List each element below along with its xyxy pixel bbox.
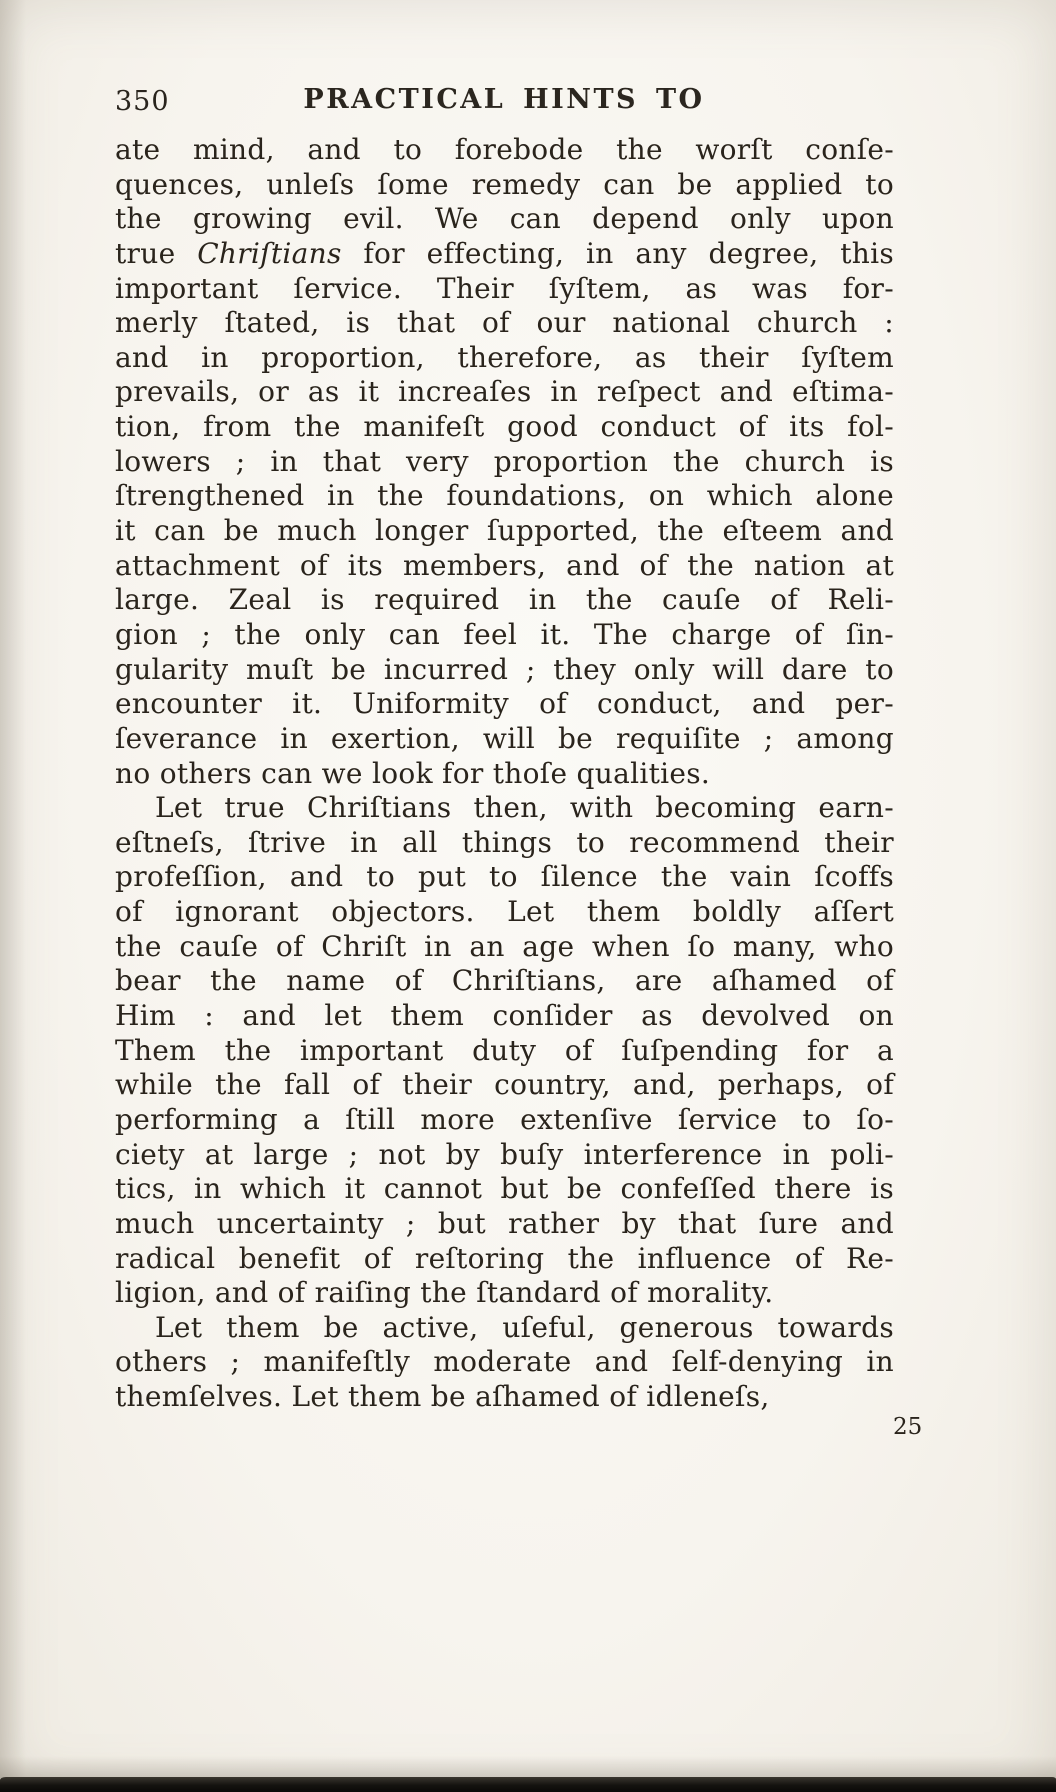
text-line: the growing evil. We can depend only upon [115, 202, 894, 236]
text-line: large. Zeal is required in the cauſe of Reli- [115, 583, 894, 617]
text-line: themſelves. Let them be aſhamed of idleneſs, [115, 1380, 770, 1414]
text-column [115, 133, 894, 1415]
text-line: and in proportion, therefore, as their ſyſtem [115, 340, 894, 374]
text-line: important ſervice. Their ſyſtem, as was for- [115, 271, 894, 305]
text-line: performing a ſtill more extenſive ſervice to ſo- [115, 1102, 894, 1136]
text-line: ſeverance in exertion, will be requiſite ; among [115, 721, 894, 755]
text-line: ligion, and of raiſing the ſtandard of morality. [115, 1276, 774, 1310]
text-line: lowers ; in that very proportion the church is [115, 444, 894, 478]
running-header-title: PRACTICAL HINTS TO [303, 84, 705, 115]
text-line: of ignorant objectors. Let them boldly aſſert [115, 895, 894, 929]
signature-mark: 25 [893, 1414, 923, 1440]
scan-edge-left [0, 0, 26, 1792]
text-line: gularity muſt be incurred ; they only will dare to [115, 652, 894, 686]
text-line: others ; manifeſtly moderate and ſelf-denying in [115, 1345, 894, 1379]
text-line: Him : and let them conſider as devolved on [115, 999, 894, 1033]
text-line: encounter it. Uniformity of conduct, and per- [115, 687, 894, 721]
text-line: the cauſe of Chriſt in an age when ſo many, who [115, 929, 894, 963]
text-line: profeſſion, and to put to ſilence the vain ſcoffs [115, 860, 894, 894]
text-line: quences, unleſs ſome remedy can be applied to [115, 167, 894, 201]
text-line: bear the name of Chriſtians, are aſhamed of [115, 964, 894, 998]
text-line: no others can we look for thoſe qualities. [115, 756, 711, 790]
scan-bottom-band [0, 1777, 1056, 1792]
text-line: merly ſtated, is that of our national church : [115, 306, 894, 340]
page-number: 350 [115, 86, 170, 117]
text-line: gion ; the only can feel it. The charge of ſin- [115, 617, 894, 651]
text-line: Them the important duty of ſuſpending for a [115, 1033, 894, 1067]
running-head [115, 84, 893, 118]
text-line: tion, from the manifeſt good conduct of its fol- [115, 410, 894, 444]
text-line: Let them be active, uſeful, generous towards [155, 1310, 894, 1344]
text-line: it can be much longer ſupported, the eſteem and [115, 514, 894, 548]
text-line: much uncertainty ; but rather by that ſure and [115, 1206, 894, 1240]
text-line: prevails, or as it increaſes in reſpect and eſtima- [115, 375, 894, 409]
text-line: radical benefit of reſtoring the influence of Re- [115, 1241, 894, 1275]
text-line: ciety at large ; not by buſy interference in poli- [115, 1137, 894, 1171]
text-line: attachment of its members, and of the nation at [115, 548, 894, 582]
text-line: true Chriſtians for effecting, in any degree, this [115, 236, 895, 270]
scan-bottom-shadow [0, 1756, 1056, 1778]
text-line: tics, in which it cannot but be confeſſed there is [115, 1172, 894, 1206]
text-line: while the fall of their country, and, perhaps, of [115, 1068, 894, 1102]
text-line: eſtneſs, ſtrive in all things to recommend their [115, 825, 894, 859]
text-line: Let true Chriſtians then, with becoming earn- [155, 791, 894, 825]
text-line: ate mind, and to forebode the worſt conſe- [115, 133, 894, 166]
text-line: ſtrengthened in the foundations, on which alone [115, 479, 894, 513]
